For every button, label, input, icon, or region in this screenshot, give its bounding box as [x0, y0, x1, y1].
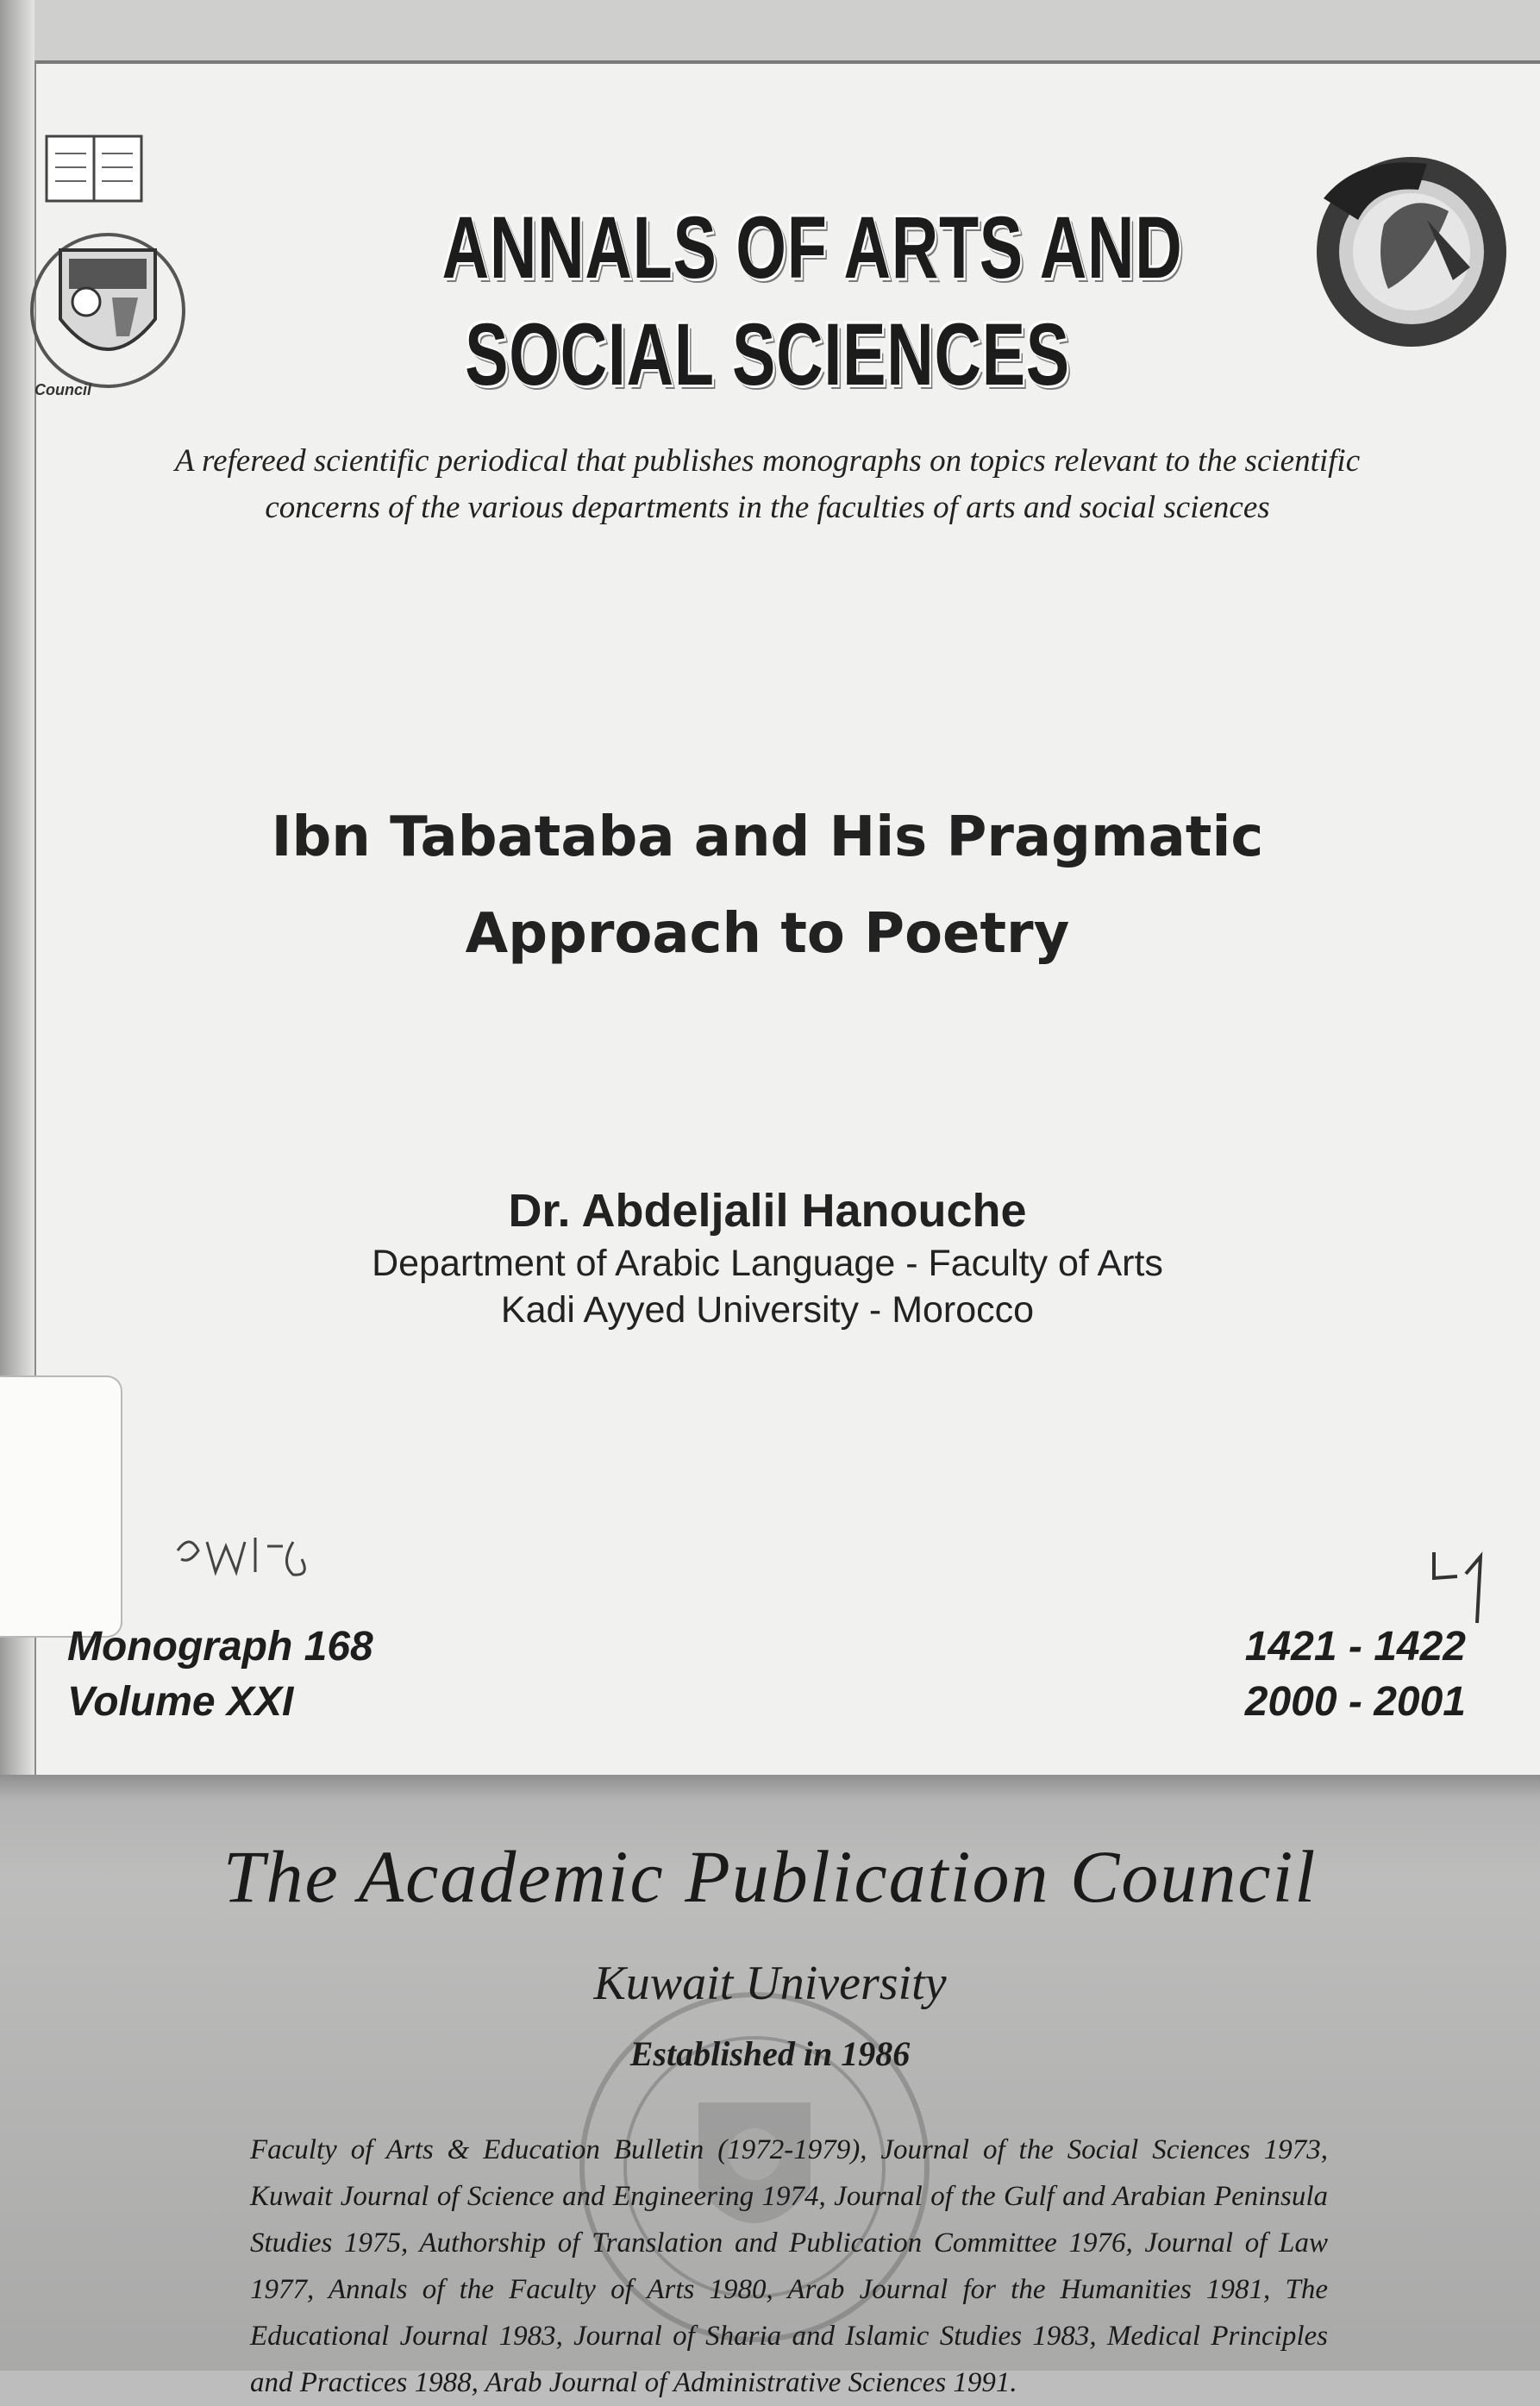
publisher-council: The Academic Publication Council [222, 1835, 1318, 1918]
handwritten-note-right [1427, 1544, 1505, 1626]
scan-top-strip [0, 0, 1540, 62]
university-shield-icon [32, 235, 184, 386]
publication-council-logo [34, 129, 207, 414]
author-block [259, 1181, 1276, 1333]
cover-top-edge [0, 60, 1540, 64]
left-logo-caption: Council [34, 381, 91, 398]
gregorian-years: 2000 - 2001 [1244, 1679, 1466, 1725]
journal-masthead [328, 194, 1207, 408]
volume-number: Volume XXI [67, 1679, 294, 1725]
journal-description: A refereed scientific periodical that publishes monographs on topics relevant to the scientific concerns of the various departments in the faculties of arts and social sciences [174, 443, 1361, 525]
handwritten-note-left [172, 1525, 345, 1585]
hijri-years: 1421 - 1422 [1244, 1624, 1466, 1670]
series-info [67, 1620, 373, 1730]
publisher-band [0, 1775, 1540, 2398]
open-book-icon [47, 136, 141, 201]
monograph-number: Monograph 168 [67, 1624, 373, 1670]
publisher-established: Established in 1986 [629, 2034, 911, 2073]
annals-ring-icon [1317, 157, 1506, 347]
author-university: Kadi Ayyed University - Morocco [500, 1289, 1035, 1331]
publisher-university: Kuwait University [593, 1957, 947, 2010]
issue-dates [1104, 1620, 1466, 1730]
annals-emblem-logo [1298, 138, 1526, 362]
publisher-journals-list: Faculty of Arts & Education Bulletin (1972-1979), Journal of the Social Sciences 1973, Kuwait Journal of Science and Engineering 1974, Journal of the Gulf and Arabian Peninsula Studies 1975, Authorship of Translation and Publication Committee 1976, Journal of Law 1977, Annals of the Faculty of Arts 1980, Arab Journal for the Humanities 1981, The Educational Journal 1983, Journal of Sharia and Islamic Studies 1983, Medical Principles and Practices 1988, Arab Journal of Administrative Sciences 1991. [250, 2134, 1328, 2398]
library-sticker [0, 1375, 122, 1638]
author-name: Dr. Abdeljalil Hanouche [508, 1185, 1027, 1237]
journal-title-line-1: ANNALS OF ARTS AND [441, 198, 1183, 297]
journal-title-line-2: SOCIAL SCIENCES [465, 305, 1070, 404]
author-department: Department of Arabic Language - Faculty of Arts [372, 1243, 1163, 1284]
article-title: Ibn Tabataba and His Pragmatic Approach to Poetry [271, 805, 1264, 966]
